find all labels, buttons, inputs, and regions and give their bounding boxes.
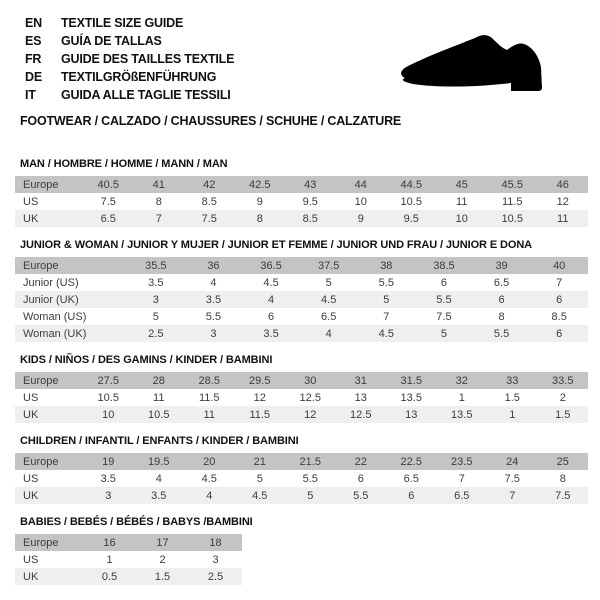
- size-cell: 6: [357, 472, 364, 485]
- size-cell: 0.5: [83, 568, 136, 585]
- size-cell: 31.5: [386, 372, 437, 389]
- size-cell: 4: [210, 276, 217, 289]
- table-row: [15, 291, 588, 308]
- size-cell: 22.5: [386, 453, 437, 470]
- size-cell: 6.5: [83, 210, 134, 227]
- row-label: UK: [15, 406, 83, 423]
- size-cell: 41: [134, 176, 185, 193]
- table-row: [15, 325, 588, 342]
- size-cell: 23.5: [437, 453, 488, 470]
- size-cell: 9.5: [302, 195, 318, 208]
- size-cell: 10: [83, 406, 134, 423]
- size-cell: 6.5: [493, 276, 510, 289]
- size-cell: 9: [336, 210, 387, 227]
- size-cell: 30: [285, 372, 336, 389]
- size-cell: 5.5: [473, 325, 531, 342]
- size-cell: 33: [487, 372, 538, 389]
- size-cell: 17: [136, 534, 189, 551]
- size-cell: 4.5: [300, 291, 358, 308]
- row-label: Europe: [15, 176, 83, 193]
- size-cell: 1.5: [136, 568, 189, 585]
- size-cell: 3: [185, 325, 243, 342]
- shoe-icon: [395, 28, 580, 100]
- size-table-section: [0, 158, 600, 227]
- size-cell: 12.5: [336, 406, 387, 423]
- size-cell: 5.5: [302, 472, 318, 485]
- size-cell: 11: [153, 391, 165, 404]
- size-cell: 2.5: [127, 325, 185, 342]
- language-label: TEXTILGRÖßENFÜHRUNG: [61, 70, 217, 84]
- size-cell: 7.5: [184, 210, 235, 227]
- size-cell: 3.5: [100, 472, 116, 485]
- size-cell: 11: [184, 406, 235, 423]
- size-cell: 8.5: [285, 210, 336, 227]
- size-cell: 3.5: [134, 487, 185, 504]
- section-title: BABIES / BEBÉS / BÉBÉS / BABYS /BAMBINI: [20, 516, 253, 528]
- table-row: [15, 453, 588, 470]
- table-row: [15, 274, 588, 291]
- size-cell: 6: [440, 276, 447, 289]
- row-label: Europe: [15, 372, 83, 389]
- section-title: CHILDREN / INFANTIL / ENFANTS / KINDER / BAMBINI: [20, 435, 299, 447]
- table-row: [15, 210, 588, 227]
- size-cell: 11: [538, 210, 589, 227]
- size-table: [15, 176, 588, 227]
- size-cell: 5: [325, 276, 332, 289]
- size-cell: 6: [268, 310, 275, 323]
- size-cell: 1: [458, 391, 465, 404]
- size-cell: 45.5: [487, 176, 538, 193]
- size-cell: 6: [530, 291, 588, 308]
- size-cell: 7.5: [436, 310, 452, 323]
- size-cell: 10.5: [97, 391, 119, 404]
- row-label: Junior (UK): [15, 291, 127, 308]
- size-cell: 44: [336, 176, 387, 193]
- language-code: ES: [25, 34, 42, 48]
- language-label: GUIDA ALLE TAGLIE TESSILI: [61, 88, 231, 102]
- size-cell: 1.5: [504, 391, 520, 404]
- table-row: [15, 389, 588, 406]
- size-table: [15, 534, 242, 585]
- row-label: Europe: [15, 534, 83, 551]
- size-cell: 3: [127, 291, 185, 308]
- size-cell: 45: [437, 176, 488, 193]
- size-cell: 39: [473, 257, 531, 274]
- size-cell: 38.5: [415, 257, 473, 274]
- size-cell: 7.5: [100, 195, 116, 208]
- size-cell: 13: [354, 391, 367, 404]
- size-cell: 27.5: [83, 372, 134, 389]
- size-cell: 6.5: [437, 487, 488, 504]
- size-cell: 44.5: [386, 176, 437, 193]
- size-cell: 10: [437, 210, 488, 227]
- table-row: [15, 308, 588, 325]
- size-table-section: [0, 516, 600, 585]
- size-cell: 5: [152, 310, 159, 323]
- language-code: FR: [25, 52, 42, 66]
- size-cell: 29.5: [235, 372, 286, 389]
- size-cell: 7: [487, 487, 538, 504]
- size-cell: 7.5: [538, 487, 589, 504]
- table-row: [15, 534, 242, 551]
- size-cell: 6.5: [403, 472, 419, 485]
- category-title: FOOTWEAR / CALZADO / CHAUSSURES / SCHUHE / CALZATURE: [20, 114, 402, 128]
- size-cell: 9.5: [386, 210, 437, 227]
- size-cell: 37.5: [300, 257, 358, 274]
- size-table-section: [0, 239, 600, 342]
- size-cell: 13.5: [400, 391, 422, 404]
- size-cell: 12: [556, 195, 569, 208]
- size-cell: 4.5: [358, 325, 416, 342]
- size-cell: 3.5: [242, 325, 300, 342]
- size-cell: 2.5: [189, 568, 242, 585]
- size-cell: 4: [242, 291, 300, 308]
- size-cell: 10: [354, 195, 367, 208]
- size-cell: 3.5: [148, 276, 164, 289]
- size-cell: 5.5: [378, 276, 394, 289]
- row-label: Europe: [15, 257, 127, 274]
- row-label: Junior (US): [23, 276, 79, 289]
- size-cell: 10.5: [400, 195, 422, 208]
- row-label: Woman (US): [23, 310, 87, 323]
- size-cell: 5.5: [336, 487, 387, 504]
- size-cell: 21.5: [285, 453, 336, 470]
- size-cell: 5: [256, 472, 263, 485]
- table-row: [15, 372, 588, 389]
- section-title: JUNIOR & WOMAN / JUNIOR Y MUJER / JUNIOR ET FEMME / JUNIOR UND FRAU / JUNIOR E DONA: [20, 239, 533, 251]
- size-cell: 1: [487, 406, 538, 423]
- size-cell: 46: [538, 176, 589, 193]
- row-label: UK: [15, 568, 83, 585]
- size-cell: 8.5: [551, 310, 567, 323]
- language-label: GUÍA DE TALLAS: [61, 34, 162, 48]
- size-cell: 7: [134, 210, 185, 227]
- size-cell: 5: [285, 487, 336, 504]
- language-code: EN: [25, 16, 42, 30]
- size-cell: 1.5: [538, 406, 589, 423]
- size-cell: 11.5: [235, 406, 286, 423]
- table-row: [15, 470, 588, 487]
- size-cell: 20: [184, 453, 235, 470]
- size-cell: 4: [184, 487, 235, 504]
- size-cell: 25: [538, 453, 589, 470]
- size-cell: 8: [498, 310, 505, 323]
- language-code: DE: [25, 70, 42, 84]
- size-table-section: [0, 354, 600, 423]
- size-cell: 13: [386, 406, 437, 423]
- size-cell: 19.5: [134, 453, 185, 470]
- size-cell: 5: [358, 291, 416, 308]
- section-title: KIDS / NIÑOS / DES GAMINS / KINDER / BAMBINI: [20, 354, 273, 366]
- size-cell: 3: [83, 487, 134, 504]
- table-row: [15, 568, 242, 585]
- size-cell: 38: [358, 257, 416, 274]
- row-label: UK: [15, 487, 83, 504]
- size-cell: 16: [83, 534, 136, 551]
- size-cell: 33.5: [538, 372, 589, 389]
- table-row: [15, 257, 588, 274]
- size-cell: 22: [336, 453, 387, 470]
- size-cell: 11.5: [501, 195, 523, 208]
- size-cell: 4: [155, 472, 162, 485]
- size-cell: 12.5: [299, 391, 321, 404]
- row-label: Europe: [15, 453, 83, 470]
- size-cell: 6.5: [321, 310, 337, 323]
- size-cell: 43: [285, 176, 336, 193]
- size-cell: 4.5: [235, 487, 286, 504]
- size-cell: 32: [437, 372, 488, 389]
- size-cell: 11.5: [198, 391, 220, 404]
- size-table: [15, 372, 588, 423]
- size-table: [15, 257, 588, 342]
- size-cell: 7: [458, 472, 465, 485]
- size-cell: 40: [530, 257, 588, 274]
- size-cell: 6: [530, 325, 588, 342]
- size-cell: 35.5: [127, 257, 185, 274]
- size-cell: 21: [235, 453, 286, 470]
- size-cell: 31: [336, 372, 387, 389]
- row-label: US: [23, 195, 39, 208]
- row-label: Woman (UK): [15, 325, 127, 342]
- size-cell: 8: [559, 472, 566, 485]
- row-label: US: [23, 472, 39, 485]
- table-row: [15, 487, 588, 504]
- size-cell: 4.5: [263, 276, 279, 289]
- size-cell: 12: [285, 406, 336, 423]
- size-cell: 36: [185, 257, 243, 274]
- size-cell: 3.5: [185, 291, 243, 308]
- size-cell: 42: [184, 176, 235, 193]
- size-cell: 7: [556, 276, 563, 289]
- size-cell: 6: [386, 487, 437, 504]
- size-cell: 36.5: [242, 257, 300, 274]
- size-cell: 42.5: [235, 176, 286, 193]
- size-cell: 10.5: [487, 210, 538, 227]
- size-cell: 5.5: [415, 291, 473, 308]
- language-label: GUIDE DES TAILLES TEXTILE: [61, 52, 235, 66]
- size-cell: 8: [235, 210, 286, 227]
- size-table: [15, 453, 588, 504]
- size-cell: 2: [559, 391, 566, 404]
- size-cell: 9: [256, 195, 263, 208]
- size-cell: 28: [134, 372, 185, 389]
- language-code: IT: [25, 88, 36, 102]
- size-cell: 7: [383, 310, 390, 323]
- table-row: [15, 406, 588, 423]
- row-label: US: [23, 391, 39, 404]
- size-cell: 4: [300, 325, 358, 342]
- size-cell: 8.5: [201, 195, 217, 208]
- size-cell: 1: [106, 553, 113, 566]
- size-cell: 11: [456, 195, 468, 208]
- size-cell: 12: [253, 391, 266, 404]
- size-cell: 24: [487, 453, 538, 470]
- row-label: US: [23, 553, 39, 566]
- size-cell: 28.5: [184, 372, 235, 389]
- size-cell: 8: [155, 195, 162, 208]
- size-cell: 5: [415, 325, 473, 342]
- size-cell: 40.5: [83, 176, 134, 193]
- table-row: [15, 193, 588, 210]
- size-cell: 6: [473, 291, 531, 308]
- size-cell: 4.5: [201, 472, 217, 485]
- size-cell: 5.5: [205, 310, 222, 323]
- size-cell: 13.5: [437, 406, 488, 423]
- tables-container: [0, 158, 600, 585]
- row-label: UK: [15, 210, 83, 227]
- language-label: TEXTILE SIZE GUIDE: [61, 16, 184, 30]
- section-title: MAN / HOMBRE / HOMME / MANN / MAN: [20, 158, 228, 170]
- table-row: [15, 551, 242, 568]
- size-cell: 10.5: [134, 406, 185, 423]
- size-cell: 19: [83, 453, 134, 470]
- size-cell: 3: [212, 553, 219, 566]
- table-row: [15, 176, 588, 193]
- size-cell: 2: [159, 553, 166, 566]
- size-cell: 7.5: [504, 472, 520, 485]
- size-cell: 18: [189, 534, 242, 551]
- size-table-section: [0, 435, 600, 504]
